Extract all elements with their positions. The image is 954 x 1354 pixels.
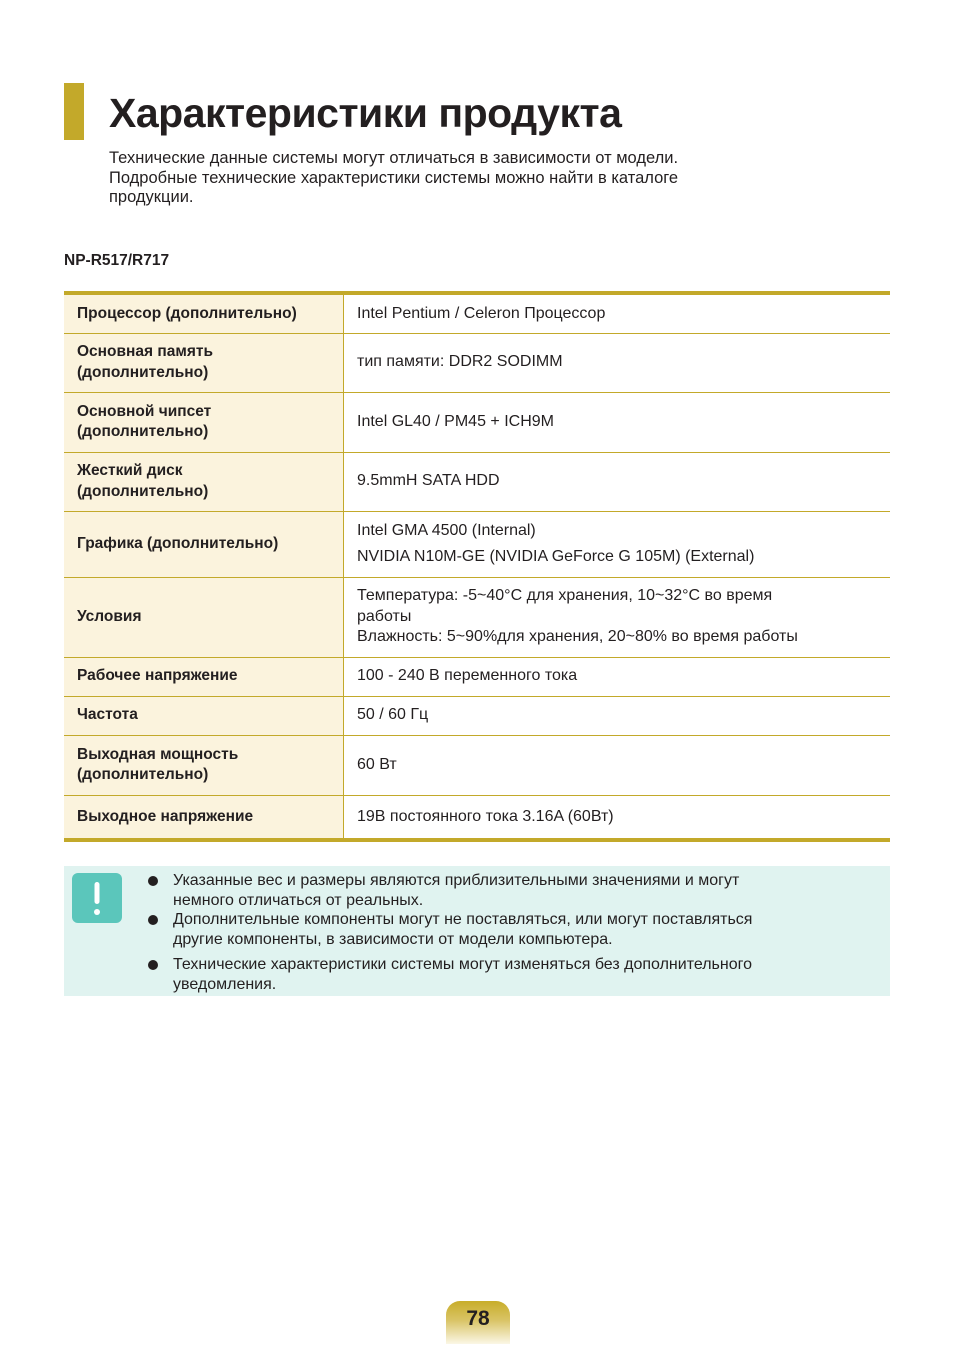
spec-value: [344, 577, 891, 657]
page-title: Характеристики продукта: [109, 90, 622, 136]
spec-value-line: 100 - 240 В переменного тока: [357, 667, 578, 685]
note-item: [148, 955, 848, 994]
spec-key-line: (дополнительно): [77, 363, 209, 381]
table-row: [64, 696, 890, 735]
spec-key: [64, 696, 344, 735]
bullet-icon: [148, 876, 158, 886]
spec-value-line: Влажность: 5~90%для хранения, 20~80% во время работы: [357, 628, 798, 646]
note-line: Технические характеристики системы могут изменяться без дополнительного: [173, 956, 752, 973]
spec-key: [64, 452, 344, 511]
spec-value: [344, 452, 891, 511]
spec-value-line: 60 Вт: [357, 755, 397, 773]
spec-value-line: Intel Pentium / Celeron Процессор: [357, 304, 606, 322]
spec-key: [64, 657, 344, 696]
spec-value-line: NVIDIA N10M-GE (NVIDIA GeForce G 105M) (External): [357, 548, 755, 565]
note-line: Указанные вес и размеры являются приблизительными значениями и могут: [173, 872, 740, 889]
spec-key-line: Выходное напряжение: [77, 807, 254, 825]
spec-key-line: Графика (дополнительно): [77, 534, 279, 552]
spec-value: [344, 511, 891, 577]
table-row: [64, 577, 890, 657]
spec-key-line: Рабочее напряжение: [77, 667, 238, 685]
spec-key-line: (дополнительно): [77, 423, 209, 440]
intro-line: Подробные технические характеристики системы можно найти в каталоге: [109, 168, 679, 187]
spec-value-line: тип памяти: DDR2 SODIMM: [357, 353, 563, 371]
note-item: [148, 871, 848, 910]
spec-value: [344, 392, 891, 452]
spec-key-line: Основная память: [77, 343, 213, 360]
spec-key-line: Основной чипсет: [77, 402, 212, 420]
spec-value: [344, 333, 891, 392]
spec-key: [64, 511, 344, 577]
spec-key-line: Условия: [77, 607, 142, 625]
spec-key-line: Жесткий диск: [77, 462, 183, 479]
table-row: [64, 735, 890, 795]
spec-value-line: 50 / 60 Гц: [357, 706, 429, 724]
spec-value: [344, 735, 891, 795]
spec-key-line: (дополнительно): [77, 766, 209, 783]
spec-key-line: Процессор (дополнительно): [77, 304, 297, 322]
exclamation-icon: [72, 873, 122, 923]
bullet-icon: [148, 915, 158, 925]
spec-key-line: Частота: [77, 706, 138, 724]
table-row: [64, 795, 890, 840]
spec-value: [344, 657, 891, 696]
spec-value-line: Температура: -5~40°C для хранения, 10~32°C во время: [357, 587, 773, 605]
spec-value: [344, 293, 891, 333]
table-row: [64, 452, 890, 511]
spec-table: [64, 291, 890, 842]
spec-key: [64, 735, 344, 795]
title-accent-bar: [64, 83, 84, 140]
table-row: [64, 511, 890, 577]
spec-value-line: Intel GL40 / PM45 + ICH9M: [357, 412, 554, 430]
note-line: немного отличаться от реальных.: [173, 891, 424, 909]
spec-value-line: 19В постоянного тока 3.16A (60Вт): [357, 807, 614, 825]
spec-value: [344, 795, 891, 840]
table-row: [64, 392, 890, 452]
note-line: другие компоненты, в зависимости от модели компьютера.: [173, 930, 613, 948]
spec-key: [64, 795, 344, 840]
note-line: уведомления.: [173, 975, 277, 993]
model-heading: NP-R517/R717: [64, 252, 170, 269]
note-box: [64, 866, 890, 996]
note-list: [148, 871, 848, 994]
table-row: [64, 333, 890, 392]
bullet-icon: [148, 960, 158, 970]
spec-value: [344, 696, 891, 735]
spec-key-line: (дополнительно): [77, 482, 209, 500]
spec-key: [64, 333, 344, 392]
note-item: [148, 910, 848, 949]
spec-value-line: работы: [357, 607, 412, 625]
page-number: 78: [446, 1301, 510, 1344]
intro-line: продукции.: [109, 188, 194, 206]
intro-line: Технические данные системы могут отличаться в зависимости от модели.: [109, 149, 679, 167]
spec-key: [64, 392, 344, 452]
spec-key: [64, 293, 344, 333]
table-row: [64, 657, 890, 696]
spec-key: [64, 577, 344, 657]
intro-paragraph: [109, 149, 829, 208]
spec-value-line: Intel GMA 4500 (Internal): [357, 521, 536, 539]
table-row: [64, 293, 890, 333]
spec-value-line: 9.5mmH SATA HDD: [357, 472, 500, 490]
spec-key-line: Выходная мощность: [77, 745, 239, 763]
note-line: Дополнительные компоненты могут не поставляться, или могут поставляться: [173, 911, 753, 928]
